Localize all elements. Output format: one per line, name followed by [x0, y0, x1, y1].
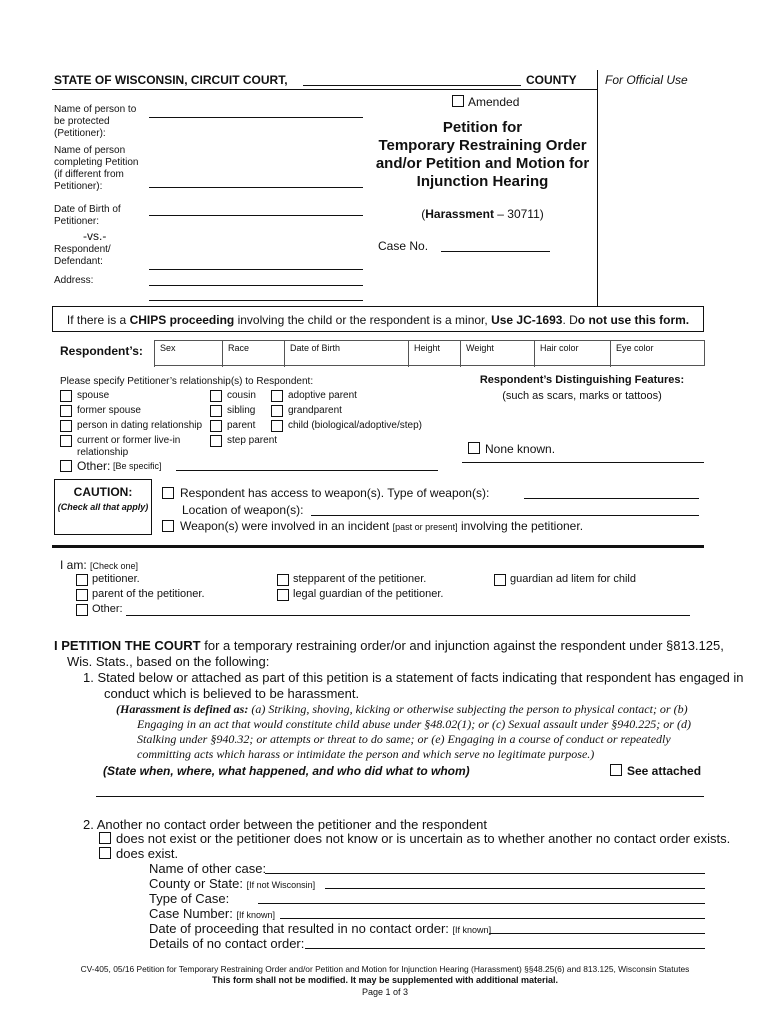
footer-notice: This form shall not be modified. It may be supplemented with additional material.: [211, 975, 559, 985]
relationship-prompt: Please specify Petitioner’s relationship(s) to Respondent:: [60, 376, 314, 387]
footer-citation: CV-405, 05/16 Petition for Temporary Restraining Order and/or Petition and Motion for Injunction Hearing (Harassment) §§48.25(6) and 813.125, Wisconsin Statutes: [80, 964, 690, 974]
spouse-label: spouse: [77, 390, 110, 401]
none-known-label: None known.: [485, 442, 556, 456]
legal-guardian-label: legal guardian of the petitioner.: [293, 588, 444, 600]
address-field-2[interactable]: [149, 300, 363, 301]
completing-person-field[interactable]: [149, 187, 363, 188]
no-order-label: does not exist or the petitioner does not know or is uncertain as to whether another no contact order exists.: [116, 831, 731, 846]
grandparent-label: grandparent: [288, 405, 342, 416]
case-number-label-2: Case Number: [If known]: [149, 906, 275, 921]
caution-subtitle: (Check all that apply): [57, 502, 149, 512]
dob-label: Date of Birth of Petitioner:: [54, 204, 121, 227]
proceeding-date-label: Date of proceeding that resulted in no contact order: [If known]: [149, 921, 492, 936]
order-details-label: Details of no contact order:: [149, 936, 305, 951]
versus-label: -vs.-: [83, 229, 107, 243]
grandparent-checkbox[interactable]: [271, 405, 283, 417]
stepparent-label: stepparent of the petitioner.: [293, 573, 427, 585]
other-relationship-field[interactable]: [176, 470, 438, 471]
adoptive-parent-checkbox[interactable]: [271, 390, 283, 402]
features-subtitle: (such as scars, marks or tattoos): [502, 390, 662, 402]
proceeding-date-field[interactable]: [489, 933, 705, 934]
case-number-field-2[interactable]: [280, 918, 705, 919]
order-details-field[interactable]: [305, 948, 705, 949]
petitioner-option-label: petitioner.: [92, 573, 140, 585]
other-case-name-label: Name of other case:: [149, 861, 267, 876]
other-iam-field[interactable]: [126, 615, 690, 616]
stepparent-checkbox[interactable]: [277, 574, 289, 586]
step-parent-label: step parent: [227, 435, 278, 446]
live-in-label: current or former live-in: [77, 435, 181, 446]
petitioner-name-field[interactable]: [149, 117, 363, 118]
official-use-label: For Official Use: [605, 73, 688, 87]
weapon-incident-checkbox[interactable]: [162, 520, 174, 532]
child-label: child (biological/adoptive/step): [288, 420, 422, 431]
definition-line: (Harassment is defined as: (a) Striking, shoving, kicking or otherwise subjecting the person to physical contact; or (b): [116, 702, 688, 716]
none-known-checkbox[interactable]: [468, 442, 480, 454]
guardian-ad-litem-label: guardian ad litem for child: [510, 573, 636, 585]
weapon-type-field[interactable]: [524, 498, 699, 499]
features-rule: [462, 462, 704, 463]
statement-field[interactable]: [96, 796, 704, 797]
petitioner-checkbox[interactable]: [76, 574, 88, 586]
title-line: Petition for: [442, 119, 523, 136]
i-am-label: I am: [Check one]: [60, 558, 139, 572]
weight-cell[interactable]: Weight: [460, 341, 538, 367]
other-relationship-label: Other:: [77, 459, 111, 473]
sibling-label: sibling: [227, 405, 256, 416]
form-title: [370, 119, 595, 191]
step-parent-checkbox[interactable]: [210, 435, 222, 447]
section-divider: [52, 545, 704, 548]
county-name-field[interactable]: [303, 85, 521, 86]
live-in-checkbox[interactable]: [60, 435, 72, 447]
title-line: and/or Petition and Motion for: [375, 155, 590, 172]
see-attached-label: See attached: [627, 764, 702, 778]
definition-line: committing acts which harass or intimidate the person and which serve no legitimate purpose.): [137, 747, 595, 761]
form-subtitle: (Harassment – 30711): [421, 207, 544, 221]
cousin-label: cousin: [227, 390, 256, 401]
other-relationship-checkbox[interactable]: [60, 460, 72, 472]
adoptive-parent-label: adoptive parent: [288, 390, 357, 401]
former-spouse-checkbox[interactable]: [60, 405, 72, 417]
other-iam-checkbox[interactable]: [76, 604, 88, 616]
other-case-name-field[interactable]: [265, 873, 705, 874]
weapon-location-field[interactable]: [311, 515, 699, 516]
header-rule: [52, 89, 597, 90]
other-relationship-hint: [Be specific]: [113, 461, 162, 471]
former-spouse-label: former spouse: [77, 405, 141, 416]
address-label: Address:: [54, 275, 94, 286]
weapon-access-label: Respondent has access to weapon(s). Type of weapon(s):: [180, 486, 490, 500]
order-exists-label: does exist.: [116, 846, 179, 861]
other-iam-label: Other:: [92, 603, 123, 615]
title-line: Injunction Hearing: [416, 173, 549, 190]
definition-line: Stalking under §940.32; or attempts or threat to do same; or (e) Engaging in a course of conduct or repeatedly: [137, 732, 671, 746]
parent-of-petitioner-label: parent of the petitioner.: [92, 588, 205, 600]
page-number: Page 1 of 3: [361, 987, 409, 997]
county-state-label: County or State: [If not Wisconsin]: [149, 876, 316, 891]
respondent-table: [154, 340, 705, 366]
petition-lead-cont: Wis. Stats., based on the following:: [67, 654, 270, 669]
weapon-access-checkbox[interactable]: [162, 487, 174, 499]
county-state-field[interactable]: [325, 888, 705, 889]
dob-cell[interactable]: Date of Birth: [284, 341, 408, 367]
definition-line: Engaging in an act that would constitute child abuse under §48.02(1); or (c) Sexual assault under §940.225; or (d): [137, 717, 691, 731]
title-line: Temporary Restraining Order: [378, 137, 587, 154]
chips-notice: If there is a CHIPS proceeding involving the child or the respondent is a minor, Use JC-1693. Do not use this form.: [66, 313, 690, 327]
item1-text-cont: conduct which is believed to be harassment.: [104, 686, 360, 701]
dating-relationship-checkbox[interactable]: [60, 420, 72, 432]
case-number-label: Case No.: [378, 239, 429, 253]
petitioner-label: Name of person to be protected (Petitioner):: [54, 104, 137, 139]
respondent-label: Respondent/ Defendant:: [54, 244, 111, 267]
see-attached-checkbox[interactable]: [610, 764, 622, 776]
cousin-checkbox[interactable]: [210, 390, 222, 402]
statement-prompt: (State when, where, what happened, and who did what to whom): [103, 764, 470, 778]
hair-color-cell[interactable]: Hair color: [534, 341, 610, 367]
eye-color-cell[interactable]: Eye color: [610, 341, 705, 367]
item2-text: 2. Another no contact order between the petitioner and the respondent: [83, 817, 488, 832]
official-use-divider: [597, 70, 598, 306]
respondent-demographics-label: Respondent’s:: [60, 344, 143, 358]
height-cell[interactable]: Height: [408, 341, 460, 367]
legal-guardian-checkbox[interactable]: [277, 589, 289, 601]
dating-relationship-label: person in dating relationship: [77, 420, 203, 431]
case-type-label: Type of Case:: [149, 891, 230, 906]
sex-cell[interactable]: Sex: [154, 341, 222, 367]
order-exists-checkbox[interactable]: [99, 847, 111, 859]
respondent-name-field[interactable]: [149, 269, 363, 270]
court-heading: STATE OF WISCONSIN, CIRCUIT COURT,: [54, 73, 288, 87]
spouse-checkbox[interactable]: [60, 390, 72, 402]
sibling-checkbox[interactable]: [210, 405, 222, 417]
case-number-field[interactable]: [441, 251, 550, 252]
amended-label: Amended: [468, 95, 520, 109]
harassment-definition: [116, 702, 691, 762]
no-order-checkbox[interactable]: [99, 832, 111, 844]
item1-text: 1. Stated below or attached as part of this petition is a statement of facts indicating that respondent has engaged in: [83, 670, 744, 685]
amended-checkbox[interactable]: [452, 95, 464, 107]
race-cell[interactable]: Race: [222, 341, 284, 367]
caution-title: CAUTION:: [73, 485, 133, 499]
parent-label: parent: [227, 420, 256, 431]
completing-person-label: Name of person completing Petition (if different from Petitioner):: [54, 145, 139, 192]
dob-field[interactable]: [149, 215, 363, 216]
features-title: Respondent’s Distinguishing Features:: [479, 374, 685, 386]
guardian-ad-litem-checkbox[interactable]: [494, 574, 506, 586]
petition-lead: I PETITION THE COURT for a temporary restraining order/or and injunction against the respondent under §813.125,: [54, 638, 724, 653]
case-type-field[interactable]: [258, 903, 705, 904]
address-field-1[interactable]: [149, 285, 363, 286]
live-in-label-cont: relationship: [77, 447, 129, 458]
county-label: COUNTY: [526, 73, 577, 87]
parent-of-petitioner-checkbox[interactable]: [76, 589, 88, 601]
child-checkbox[interactable]: [271, 420, 283, 432]
weapon-location-label: Location of weapon(s):: [182, 503, 304, 517]
parent-checkbox[interactable]: [210, 420, 222, 432]
weapon-incident-label: Weapon(s) were involved in an incident [past or present] involving the petitioner.: [180, 519, 584, 533]
